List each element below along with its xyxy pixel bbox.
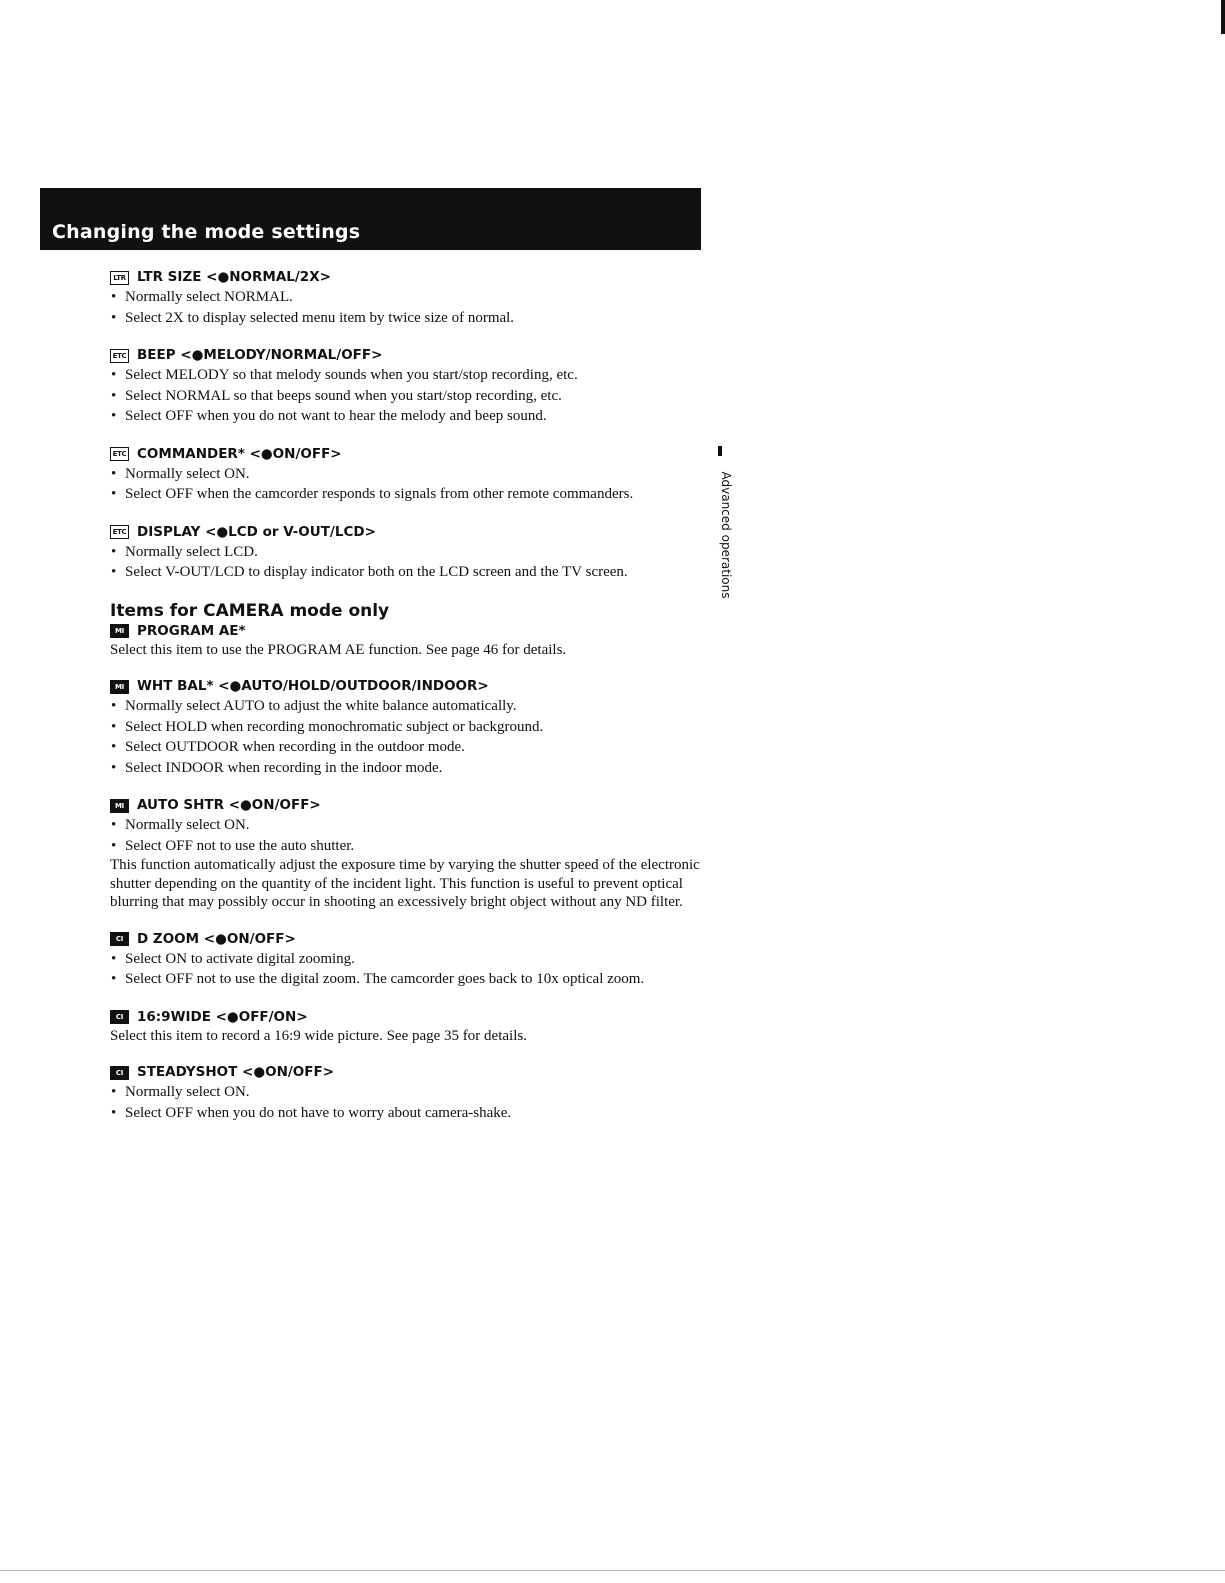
section-wht-bal [110, 677, 710, 778]
list-item: • Select OFF when you do not want to hear the melody and beep sound. [110, 406, 710, 427]
item-heading-text: 16:9WIDE <●OFF/ON> [137, 1008, 308, 1025]
item-description: Select this item to use the PROGRAM AE function. See page 46 for details. [110, 641, 567, 658]
camera-menu-icon: CI [110, 1066, 129, 1080]
camera-menu-icon: MI [110, 624, 129, 638]
etc-menu-icon: ETC [110, 349, 129, 363]
section-program-ae [110, 601, 710, 660]
section-steadyshot [110, 1063, 710, 1123]
bullet-list [110, 696, 710, 778]
list-item: • Select INDOOR when recording in the indoor mode. [110, 758, 710, 779]
list-item: • Select 2X to display selected menu item by twice size of normal. [110, 308, 710, 329]
list-item: • Select OFF when the camcorder responds to signals from other remote commanders. [110, 484, 710, 505]
camera-menu-icon: CI [110, 1010, 129, 1024]
section-ltr-size [110, 268, 710, 328]
item-heading-text: DISPLAY <●LCD or V-OUT/LCD> [137, 523, 376, 540]
item-description: Select this item to record a 16:9 wide picture. See page 35 for details. [110, 1027, 527, 1044]
item-heading [110, 445, 710, 464]
side-tab-label: Advanced operations [719, 471, 733, 599]
camera-menu-icon: MI [110, 680, 129, 694]
item-heading-text: D ZOOM <●ON/OFF> [137, 930, 296, 947]
list-item: • Select OUTDOOR when recording in the outdoor mode. [110, 737, 710, 758]
list-item: • Select NORMAL so that beeps sound when you start/stop recording, etc. [110, 386, 710, 407]
letter-menu-icon: LTR [110, 271, 129, 285]
bullet-list [110, 1082, 710, 1123]
bullet-list [110, 542, 710, 583]
scan-bottom-line [0, 1570, 1225, 1571]
item-heading [110, 677, 710, 696]
list-item: • Normally select ON. [110, 464, 710, 485]
bullet-list [110, 287, 710, 328]
scan-edge-mark [1221, 0, 1225, 34]
item-heading [110, 268, 710, 287]
list-item: • Select ON to activate digital zooming. [110, 949, 710, 970]
item-heading [110, 622, 710, 641]
list-item: • Normally select ON. [110, 815, 710, 836]
camera-menu-icon: MI [110, 799, 129, 813]
list-item: • Normally select NORMAL. [110, 287, 710, 308]
list-item: • Select OFF not to use the digital zoom. The camcorder goes back to 10x optical zoom. [110, 969, 710, 990]
list-item: • Select HOLD when recording monochromatic subject or background. [110, 717, 710, 738]
section-display [110, 523, 710, 583]
item-heading [110, 1063, 710, 1082]
list-item: • Select MELODY so that melody sounds when you start/stop recording, etc. [110, 365, 710, 386]
item-heading-text: LTR SIZE <●NORMAL/2X> [137, 269, 331, 285]
etc-menu-icon: ETC [110, 525, 129, 539]
header-band [40, 188, 701, 250]
section-d-zoom [110, 930, 710, 990]
list-item: • Normally select LCD. [110, 542, 710, 563]
list-item: • Select OFF not to use the auto shutter. [110, 836, 710, 857]
item-description: This function automatically adjust the exposure time by varying the shutter speed of the electronic shutter depending on the quantity of the incident light. This function is useful to prevent optical blurring that may possibly occur in shooting an excessively bright object without any ND filter. [110, 857, 700, 910]
page-title: Changing the mode settings [52, 221, 361, 243]
section-16-9-wide [110, 1008, 710, 1046]
item-heading [110, 523, 710, 542]
item-heading-text: STEADYSHOT <●ON/OFF> [137, 1064, 335, 1080]
item-heading-text: AUTO SHTR <●ON/OFF> [137, 797, 321, 813]
item-heading-text: BEEP <●MELODY/NORMAL/OFF> [137, 347, 383, 363]
side-tab-marker [718, 446, 722, 456]
side-tab [713, 446, 733, 599]
item-heading [110, 346, 710, 365]
bullet-list [110, 365, 710, 427]
item-heading-text: COMMANDER* <●ON/OFF> [137, 445, 342, 462]
bullet-list [110, 464, 710, 505]
bullet-list [110, 815, 710, 856]
group-title: Items for CAMERA mode only [110, 600, 390, 621]
item-heading [110, 930, 710, 949]
item-heading [110, 796, 710, 815]
item-heading [110, 1008, 710, 1027]
item-heading-text: WHT BAL* <●AUTO/HOLD/OUTDOOR/INDOOR> [137, 678, 489, 694]
list-item: • Normally select ON. [110, 1082, 710, 1103]
section-beep [110, 346, 710, 427]
list-item: • Select V-OUT/LCD to display indicator both on the LCD screen and the TV screen. [110, 562, 710, 583]
list-item: • Normally select AUTO to adjust the white balance automatically. [110, 696, 710, 717]
item-heading-text: PROGRAM AE* [137, 622, 246, 639]
bullet-list [110, 949, 710, 990]
camera-menu-icon: CI [110, 932, 129, 946]
etc-menu-icon: ETC [110, 447, 129, 461]
section-auto-shtr [110, 796, 710, 912]
list-item: • Select OFF when you do not have to worry about camera-shake. [110, 1103, 710, 1124]
content [110, 268, 710, 1141]
section-commander [110, 445, 710, 505]
